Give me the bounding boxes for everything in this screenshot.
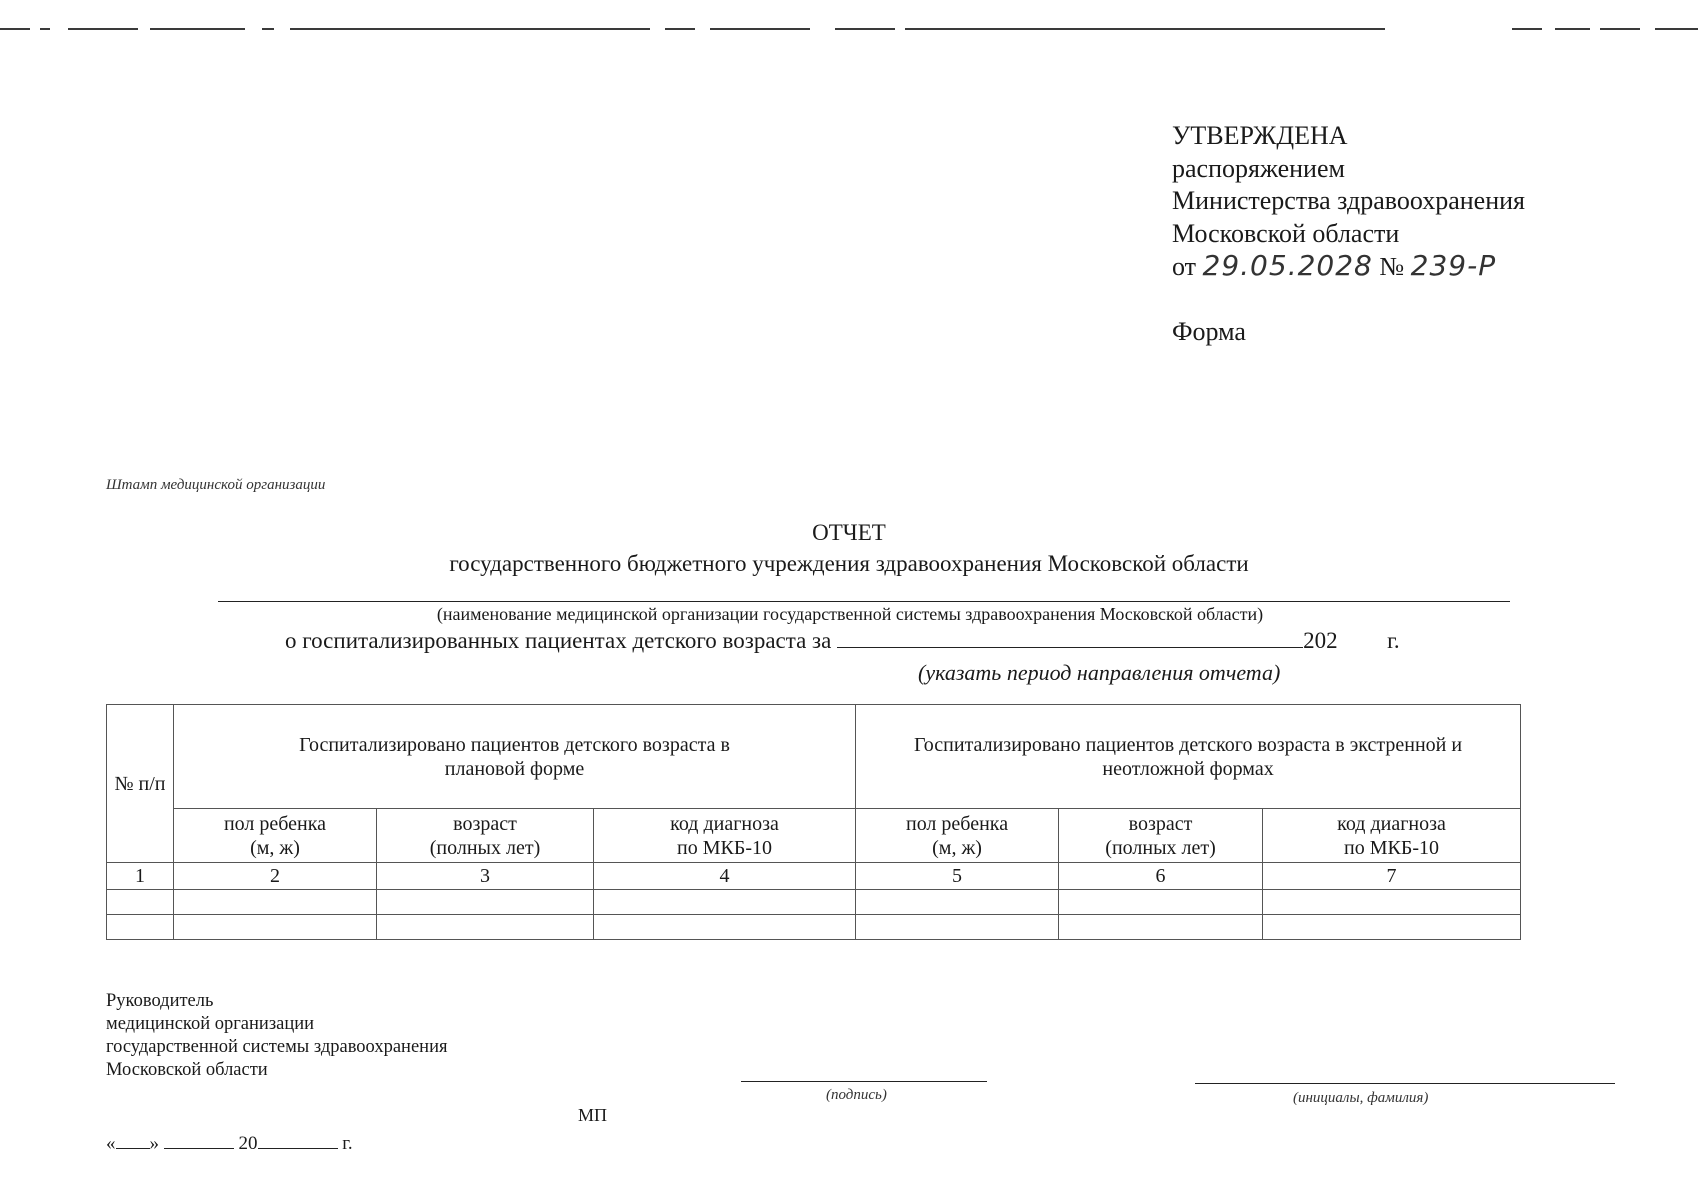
table-cell[interactable] bbox=[594, 890, 856, 915]
seal-place: МП bbox=[578, 1105, 608, 1125]
report-institution: государственного бюджетного учреждения здравоохранения Московской области bbox=[449, 551, 1249, 576]
approval-date-line bbox=[1172, 250, 1525, 284]
day-blank bbox=[116, 1130, 150, 1149]
table-cell[interactable] bbox=[107, 890, 174, 915]
period-prefix: о госпитализированных пациентах детского возраста за bbox=[285, 628, 832, 653]
date-prefix: от bbox=[1172, 252, 1197, 281]
report-table bbox=[106, 704, 1521, 940]
date-year-suffix: г. bbox=[342, 1133, 353, 1154]
number-sign: № bbox=[1379, 252, 1405, 281]
signer-line1: Руководитель bbox=[106, 991, 214, 1011]
table-cell[interactable] bbox=[1059, 890, 1263, 915]
table-cell[interactable] bbox=[174, 890, 377, 915]
emergency-diag-header: код диагноза по МКБ-10 bbox=[1263, 809, 1521, 863]
col-number: 3 bbox=[377, 863, 594, 890]
form-label: Форма bbox=[1172, 316, 1246, 346]
emergency-sex-header: пол ребенка (м, ж) bbox=[856, 809, 1059, 863]
org-name-line bbox=[218, 601, 1510, 602]
table-cell[interactable] bbox=[377, 890, 594, 915]
year-prefix: 202 bbox=[1303, 628, 1338, 653]
period-blank bbox=[837, 629, 1303, 648]
group-planned-header: Госпитализировано пациентов детского возраста в плановой форме bbox=[174, 705, 856, 809]
col-number: 2 bbox=[174, 863, 377, 890]
table-row bbox=[107, 915, 1521, 940]
signer-line3: государственной системы здравоохранения bbox=[106, 1037, 448, 1057]
planned-diag-header: код диагноза по МКБ-10 bbox=[594, 809, 856, 863]
year-suffix: г. bbox=[1387, 628, 1400, 653]
scan-border-artifact bbox=[0, 28, 1698, 31]
emergency-age-header: возраст (полных лет) bbox=[1059, 809, 1263, 863]
table-cell[interactable] bbox=[1059, 915, 1263, 940]
date-year-prefix: 20 bbox=[238, 1133, 258, 1154]
table-cell[interactable] bbox=[107, 915, 174, 940]
date-close-quote: » bbox=[149, 1133, 159, 1154]
approval-ministry: Министерства здравоохранения bbox=[1172, 186, 1525, 215]
col-number: 4 bbox=[594, 863, 856, 890]
approval-order: распоряжением bbox=[1172, 153, 1345, 183]
table-cell[interactable] bbox=[856, 915, 1059, 940]
planned-sex-header: пол ребенка (м, ж) bbox=[174, 809, 377, 863]
report-title: ОТЧЕТ bbox=[812, 520, 886, 545]
signer-line4: Московской области bbox=[106, 1060, 268, 1080]
stamp-label: Штамп медицинской организации bbox=[106, 477, 326, 493]
handwritten-number: 239-Р bbox=[1410, 249, 1497, 282]
approval-region: Московской области bbox=[1172, 218, 1400, 248]
signer-block bbox=[106, 990, 447, 1082]
handwritten-date: 29.05.2028 bbox=[1202, 249, 1373, 282]
date-open-quote: « bbox=[106, 1133, 116, 1154]
col-number: 6 bbox=[1059, 863, 1263, 890]
year-blank bbox=[258, 1130, 338, 1149]
approval-title: УТВЕРЖДЕНА bbox=[1172, 121, 1348, 150]
col-number: 5 bbox=[856, 863, 1059, 890]
table-row bbox=[107, 890, 1521, 915]
table-cell[interactable] bbox=[1263, 915, 1521, 940]
month-blank bbox=[164, 1130, 234, 1149]
table-cell[interactable] bbox=[377, 915, 594, 940]
approval-block bbox=[1172, 120, 1525, 348]
name-line bbox=[1195, 1083, 1615, 1084]
signature-line bbox=[741, 1081, 987, 1082]
col-number: 1 bbox=[107, 863, 174, 890]
org-name-hint: (наименование медицинской организации государственной системы здравоохранения Московской области) bbox=[436, 604, 1264, 624]
period-hint: (указать период направления отчета) bbox=[918, 660, 1281, 685]
col-number: 7 bbox=[1263, 863, 1521, 890]
planned-age-header: возраст (полных лет) bbox=[377, 809, 594, 863]
signer-line2: медицинской организации bbox=[106, 1014, 315, 1034]
table-cell[interactable] bbox=[856, 890, 1059, 915]
table-cell[interactable] bbox=[1263, 890, 1521, 915]
group-emergency-header: Госпитализировано пациентов детского возраста в экстренной и неотложной формах bbox=[856, 705, 1521, 809]
table-cell[interactable] bbox=[594, 915, 856, 940]
signature-caption: (подпись) bbox=[826, 1087, 887, 1103]
name-caption: (инициалы, фамилия) bbox=[1293, 1090, 1429, 1106]
table-cell[interactable] bbox=[174, 915, 377, 940]
period-row bbox=[285, 628, 1400, 654]
date-line bbox=[106, 1130, 353, 1155]
col-num-header: № п/п bbox=[107, 705, 174, 863]
table-number-row bbox=[107, 863, 1521, 890]
